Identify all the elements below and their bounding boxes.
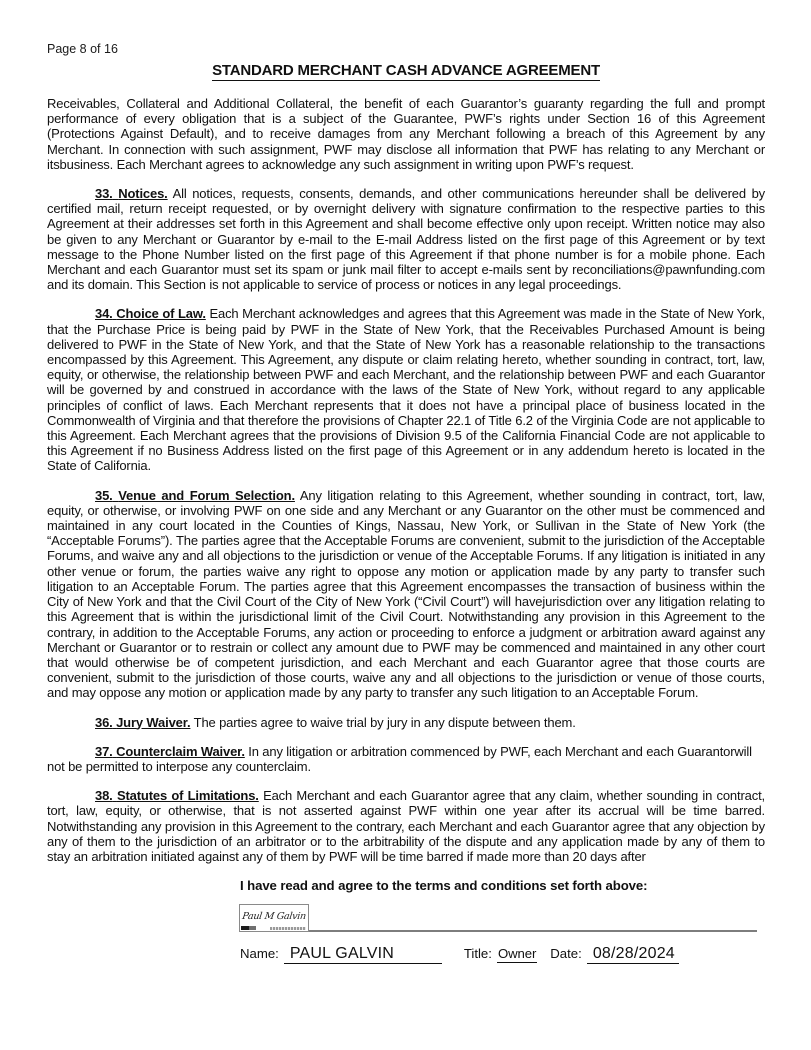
title-value-field[interactable]: Owner [497,946,537,962]
section-title: Choice of Law. [116,306,206,322]
section-number: 33. [95,186,113,202]
section-heading-33 [95,186,168,201]
section-paragraph-37 [47,744,765,774]
signature-stamp-mark [241,926,256,930]
section-title: Venue and Forum Selection. [118,487,295,503]
section-number: 36. [95,714,113,730]
name-value-field[interactable]: PAUL GALVIN [284,945,442,964]
section-number: 35. [95,487,113,503]
section-body-35: Any litigation relating to this Agreement, whether sounding in contract, tort, law, equity, or otherwise, or involving PWF on one side and any Merchant or any Guarantor on the other must be commenced and maintained in any court located in the Counties of Kings, Nassau, New York, or Sullivan in the State of New York (the “Acceptable Forums”). The parties agree that the Acceptable Forums are convenient, submit to the jurisdiction of the Acceptable Forums, and waive any and all objections to the jurisdiction or venue of the Acceptable Forums. If any litigation is initiated in any other venue or forum, the parties waive any right to oppose any motion or application made by any party to transfer such litigation to an Acceptable Forum. The parties agree that this Agreement encompasses the transaction of business within the City of New York and that the Civil Court of the City of New York (“Civil Court”) will havejurisdiction over any litigation relating to this Agreement that is within the jurisdictional limit of the Civil Court. Notwithstanding any provision in this Agreement to the contrary, in addition to the Acceptable Forums, any action or proceeding to enforce a judgment or arbitration award against any Merchant or Guarantor or to restrain or collect any amount due to PWF may be commenced and maintained in any other court that would otherwise be of competent jurisdiction, and each Merchant and each Guarantor agree that those courts are convenient, submit to the jurisdiction of those courts, waive any and all objections to the jurisdiction or venue of those courts, and may oppose any motion or application made by any party to transfer any such litigation to an Acceptable Forum. [47,487,765,701]
section-paragraph-35 [47,488,765,701]
section-heading-34 [95,306,206,321]
section-paragraph-34 [47,306,765,473]
section-paragraph-33 [47,186,765,292]
signature-script: Paul M Galvin [241,910,307,922]
section-body-37: In any litigation or arbitration commenced by PWF, each Merchant and each Guarantorwill not be permitted to interpose any counterclaim. [47,743,752,774]
date-label: Date: [550,946,582,962]
document-title: STANDARD MERCHANT CASH ADVANCE AGREEMENT [212,62,600,79]
section-heading-36 [95,715,190,730]
section-number: 34. [95,306,113,322]
name-label: Name: [240,946,279,962]
signature-microtext-mark [270,927,306,930]
signature-line [239,900,757,932]
section-heading-38 [95,788,259,803]
section-title: Notices. [118,186,168,202]
section-number: 37. [95,743,113,759]
section-heading-35 [95,488,295,503]
page-number: Page 8 of 16 [47,42,118,56]
section-title: Counterclaim Waiver. [116,743,245,759]
section-body-36: The parties agree to waive trial by jury in any dispute between them. [193,714,576,730]
agreement-statement: I have read and agree to the terms and conditions set forth above: [240,878,648,894]
signature-field[interactable] [239,904,309,932]
section-title: Jury Waiver. [116,714,191,730]
section-body-33: All notices, requests, consents, demands, and other communications hereunder shall be delivered by certified mail, return receipt requested, or by overnight delivery with signature confirmation to the respective parties to this Agreement at their addresses set forth in this Agreement and shall become effective only upon receipt. Written notice may also be given to any Merchant or Guarantor by e-mail to the E-mail Address listed on the first page of this Agreement or by text message to the Phone Number listed on the first page of this Agreement if that phone number is for a mobile phone. Each Merchant and each Guarantor must set its spam or junk mail filter to accept e-mails sent by reconciliations@pawnfunding.com and its domain. This Section is not applicable to service of process or notices in any legal proceedings. [47,186,766,293]
section-heading-37 [95,744,245,759]
section-body-38: Each Merchant and each Guarantor agree that any claim, whether sounding in contract, tort, law, equity, or otherwise, that is not asserted against PWF within one year after its accrual will be time barred. Notwithstanding any provision in this Agreement to the contrary, each Merchant and each Guarantor agree that any objection by any of them to the jurisdiction of an arbitrator or to the arbitrability of the dispute and any application made by any of them to stay an arbitration initiated against any of them by PWF will be time barred if made more than 20 days after [47,788,765,864]
section-paragraph-36 [47,715,765,730]
section-title: Statutes of Limitations. [116,788,259,804]
section-paragraph-38 [47,788,765,864]
section-body-34: Each Merchant acknowledges and agrees that this Agreement was made in the State of New York, that the Purchase Price is being paid by PWF in the State of New York, that the Receivables Purchased Amount is being delivered to PWF in the State of New York, and that the State of New York has a reasonable relationship to the transactions encompassed by this Agreement. This Agreement, any dispute or claim relating hereto, whether sounding in contract, tort, law, equity, or otherwise, the relationship between PWF and each Merchant, and the relationship between PWF and each Guarantor will be governed by and construed in accordance with the laws of the State of New York, without regard to any applicable principles of conflict of laws. Each Merchant represents that it does not have a principal place of business located in the Commonwealth of Virginia and that therefore the provisions of Chapter 22.1 of Title 6.2 of the Virginia Code are not applicable to this Agreement. Each Merchant agrees that the provisions of Division 9.5 of the California Financial Code are not applicable to this Agreement if no Business Address listed on the first page of this Agreement or in any addendum hereto is located in the State of California. [47,306,765,474]
section-number: 38. [95,788,113,804]
document-title-row [47,62,765,81]
intro-paragraph: Receivables, Collateral and Additional Collateral, the benefit of each Guarantor’s guaranty regarding the full and prompt performance of every obligation that is a subject of the Guarantee, PWF’s rights under Section 16 of this Agreement (Protections Against Default), and to receive damages from any Merchant following a breach of this Agreement by any Merchant. In connection with such assignment, PWF may disclose all information that PWF has relating to any Merchant or itsbusiness. Each Merchant agrees to acknowledge any such assignment in writing upon PWF’s request. [47,96,765,172]
date-value-field[interactable]: 08/28/2024 [587,945,679,964]
signature-fields-row [240,945,765,964]
title-label: Title: [463,946,492,962]
